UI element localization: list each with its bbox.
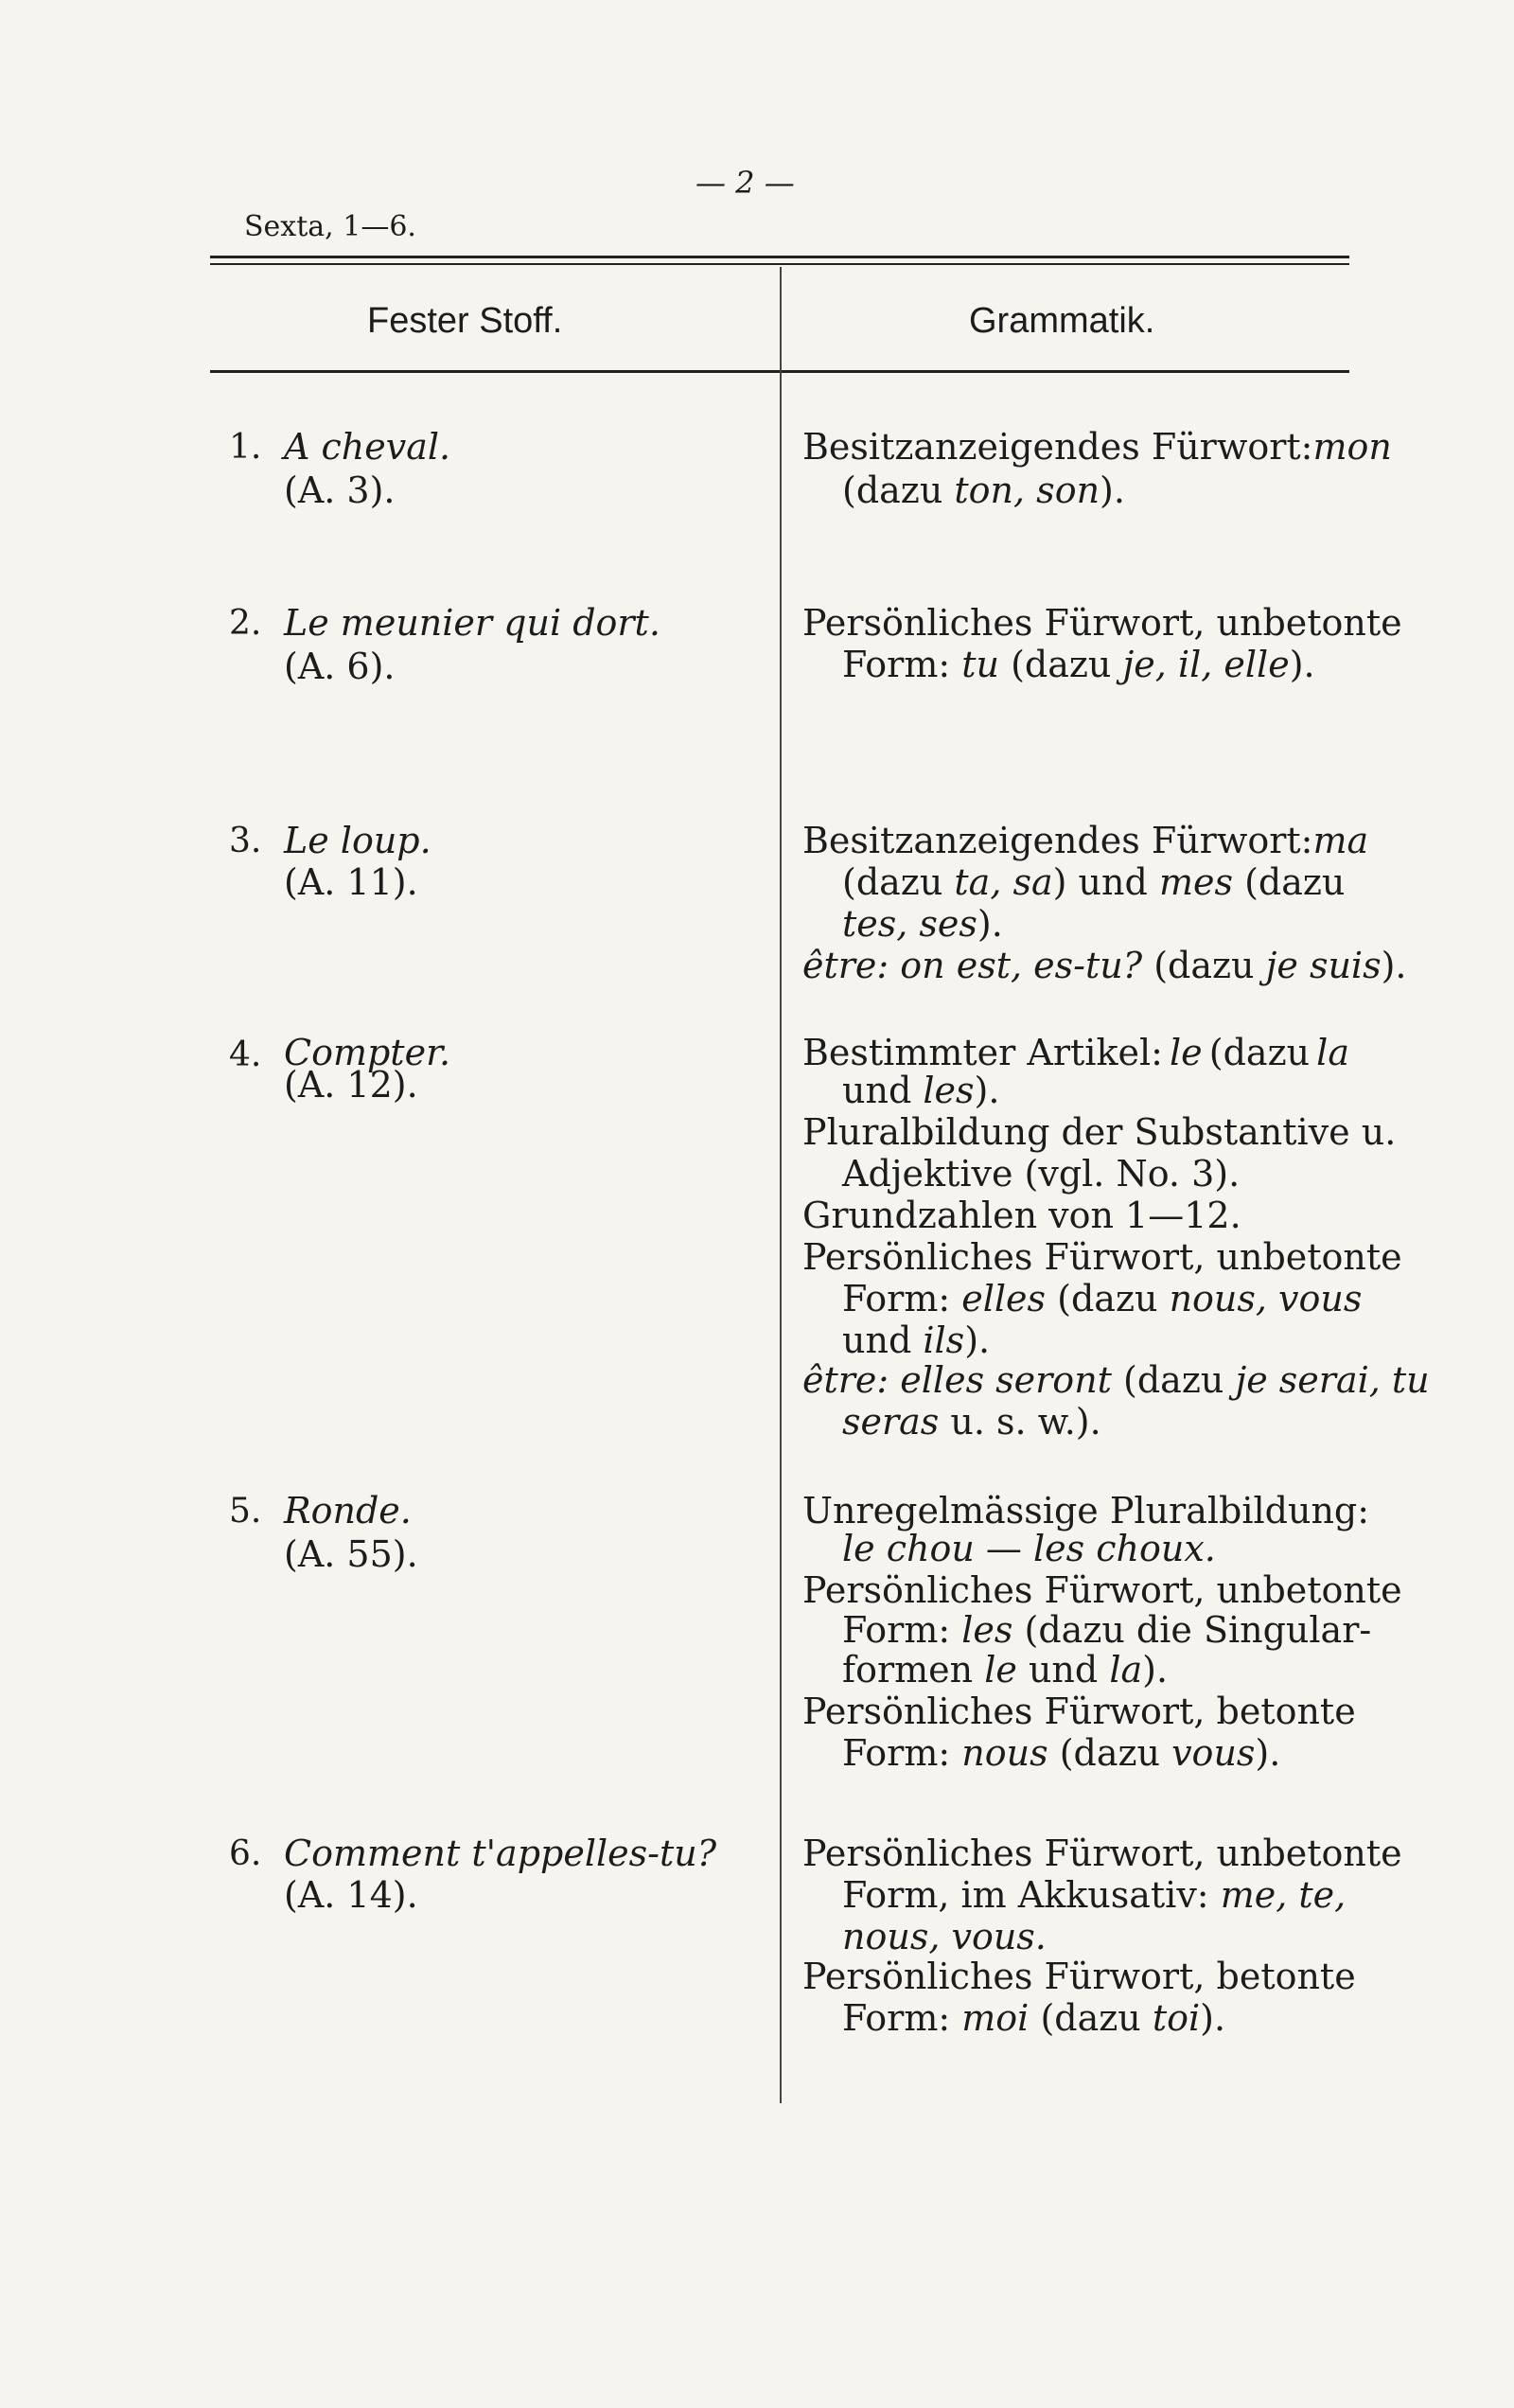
grammar-text: Bestimmter Artikel: [802,1032,1163,1073]
grammar-term: être: on est, es-tu? [802,945,1143,986]
grammar-text: Form: [842,1609,951,1651]
lesson-reference: (A. 3). [284,469,396,511]
grammar-term: je, il, elle [1122,644,1290,685]
grammar-term: être: elles seront [802,1359,1112,1401]
grammar-text: ) und [1052,861,1148,903]
grammar-term: mes [1158,861,1233,903]
grammar-text: und [1028,1649,1099,1691]
grammar-text: (dazu [1244,861,1346,903]
grammar-text: ). [1200,1997,1226,2039]
grammar-text: Besitzanzeigendes Fürwort: [802,820,1313,861]
grammar-term: je serai, tu [1235,1359,1430,1401]
grammar-term: toi [1152,1997,1201,2039]
grammar-text: und [842,1070,912,1111]
grammar-line: nous, vous. [842,1916,1047,1957]
lesson-number: 5. [229,1492,262,1531]
grammar-line [842,1874,1346,1916]
grammar-text: Form, im Akkusativ: [842,1874,1209,1916]
grammar-term: les choux. [1033,1528,1216,1569]
top-rule [210,256,1349,258]
grammar-text: (dazu [1059,1732,1160,1774]
grammar-line [842,1401,1101,1443]
grammar-text: Form: [842,1278,951,1319]
grammar-term: me, te, [1220,1874,1347,1916]
grammar-line [842,1278,1362,1319]
grammar-text: (dazu die Singular- [1024,1609,1372,1651]
grammar-line: Pluralbildung der Substantive u. [802,1111,1397,1153]
grammar-text: (dazu [1153,945,1255,986]
grammar-line: Persönliches Fürwort, unbetonte [802,1569,1402,1611]
lesson-number: 3. [229,822,262,860]
grammar-line: Unregelmässige Pluralbildung: [802,1490,1370,1532]
grammar-text: Form: [842,644,951,685]
grammar-line: Persönliches Fürwort, unbetonte [802,1236,1402,1278]
grammar-term: moi [961,1997,1030,2039]
lesson-title: Compter. [284,1032,451,1073]
grammar-term: les [961,1609,1013,1651]
grammar-text: (dazu [842,861,943,903]
grammar-line [842,1070,999,1111]
grammar-term: la [1109,1649,1143,1691]
grammar-line: Adjektive (vgl. No. 3). [842,1153,1241,1195]
grammar-line [842,1528,1216,1569]
grammar-term: nous [961,1732,1048,1774]
grammar-term: je suis [1265,945,1382,986]
grammar-term: le [1170,1032,1203,1073]
lesson-title: A cheval. [284,426,451,468]
lesson-title: Le meunier qui dort. [284,602,660,644]
grammar-text: (dazu [1057,1278,1158,1319]
grammar-term: le [984,1649,1017,1691]
grammar-text: (dazu [1123,1359,1224,1401]
lesson-reference: (A. 14). [284,1874,418,1916]
grammar-text: ). [1381,945,1407,986]
grammar-term: ta, sa [954,861,1053,903]
lesson-reference: (A. 6). [284,646,396,687]
top-rule-thin [210,263,1349,265]
grammar-line [842,469,1125,511]
grammar-line [842,1732,1280,1774]
lesson-reference: (A. 11). [284,861,418,903]
grammar-line [842,903,1003,945]
grammar-line [802,945,1406,986]
grammar-term: nous, vous [1169,1278,1363,1319]
grammar-text: ). [974,1070,1000,1111]
grammar-text: ). [977,903,1003,945]
lesson-title: Ronde. [284,1490,412,1532]
grammar-line [842,644,1315,685]
lesson-reference: (A. 55). [284,1533,418,1575]
grammar-term: tu [961,644,1000,685]
grammar-text: (dazu [1040,1997,1141,2039]
grammar-term: le chou [842,1528,975,1569]
grammar-text: Besitzanzeigendes Fürwort: [802,426,1313,468]
grammar-text: ). [1100,469,1125,511]
grammar-line: Persönliches Fürwort, unbetonte [802,602,1402,644]
grammar-term: vous [1171,1732,1256,1774]
grammar-line: Persönliches Fürwort, betonte [802,1956,1356,1997]
grammar-term: elles [961,1278,1047,1319]
column-divider [780,267,782,2103]
grammar-term: les [923,1070,975,1111]
grammar-line [802,1359,1430,1401]
lesson-number: 1. [229,428,262,467]
running-head: Sexta, 1—6. [244,210,416,243]
lesson-title: Le loup. [284,820,431,861]
lesson-number: 4. [229,1036,262,1074]
grammar-text: formen [842,1649,974,1691]
grammar-text: ). [1142,1649,1169,1691]
grammar-line [802,1032,1349,1073]
grammar-text: Form: [842,1997,951,2039]
grammar-line [802,426,1392,468]
grammar-line [802,820,1369,861]
grammar-line [842,1997,1225,2039]
lesson-number: 6. [229,1834,262,1873]
grammar-text: (dazu [1011,644,1112,685]
grammar-text: und [842,1319,912,1361]
grammar-line [842,1609,1371,1651]
grammar-line: Persönliches Fürwort, betonte [802,1691,1356,1732]
lesson-number: 2. [229,604,262,643]
grammar-text: (dazu [842,469,943,511]
grammar-term: tes, ses [842,903,977,945]
grammar-text: ). [1255,1732,1281,1774]
grammar-text: ). [1289,644,1315,685]
page-number: — 2 — [695,165,795,201]
grammar-line [842,1649,1168,1691]
grammar-text: ). [964,1319,991,1361]
grammar-term: la [1316,1032,1349,1073]
grammar-term: mon [1312,426,1392,468]
right-column-heading: Grammatik. [969,301,1155,341]
left-column-heading: Fester Stoff. [367,301,563,341]
grammar-term: ils [923,1319,965,1361]
grammar-text: u. s. w.). [950,1401,1101,1443]
lesson-title: Comment t'appelles-tu? [284,1833,717,1874]
grammar-line [842,861,1345,903]
grammar-text: Form: [842,1732,951,1774]
grammar-text: (dazu [1208,1032,1311,1073]
grammar-text: — [985,1528,1022,1569]
grammar-line [842,1319,990,1361]
grammar-term: seras [842,1401,940,1443]
grammar-line: Grundzahlen von 1—12. [802,1195,1241,1236]
grammar-term: ma [1312,820,1369,861]
grammar-term: ton, son [954,469,1100,511]
grammar-line: Persönliches Fürwort, unbetonte [802,1833,1402,1874]
lesson-reference: (A. 12). [284,1064,418,1106]
